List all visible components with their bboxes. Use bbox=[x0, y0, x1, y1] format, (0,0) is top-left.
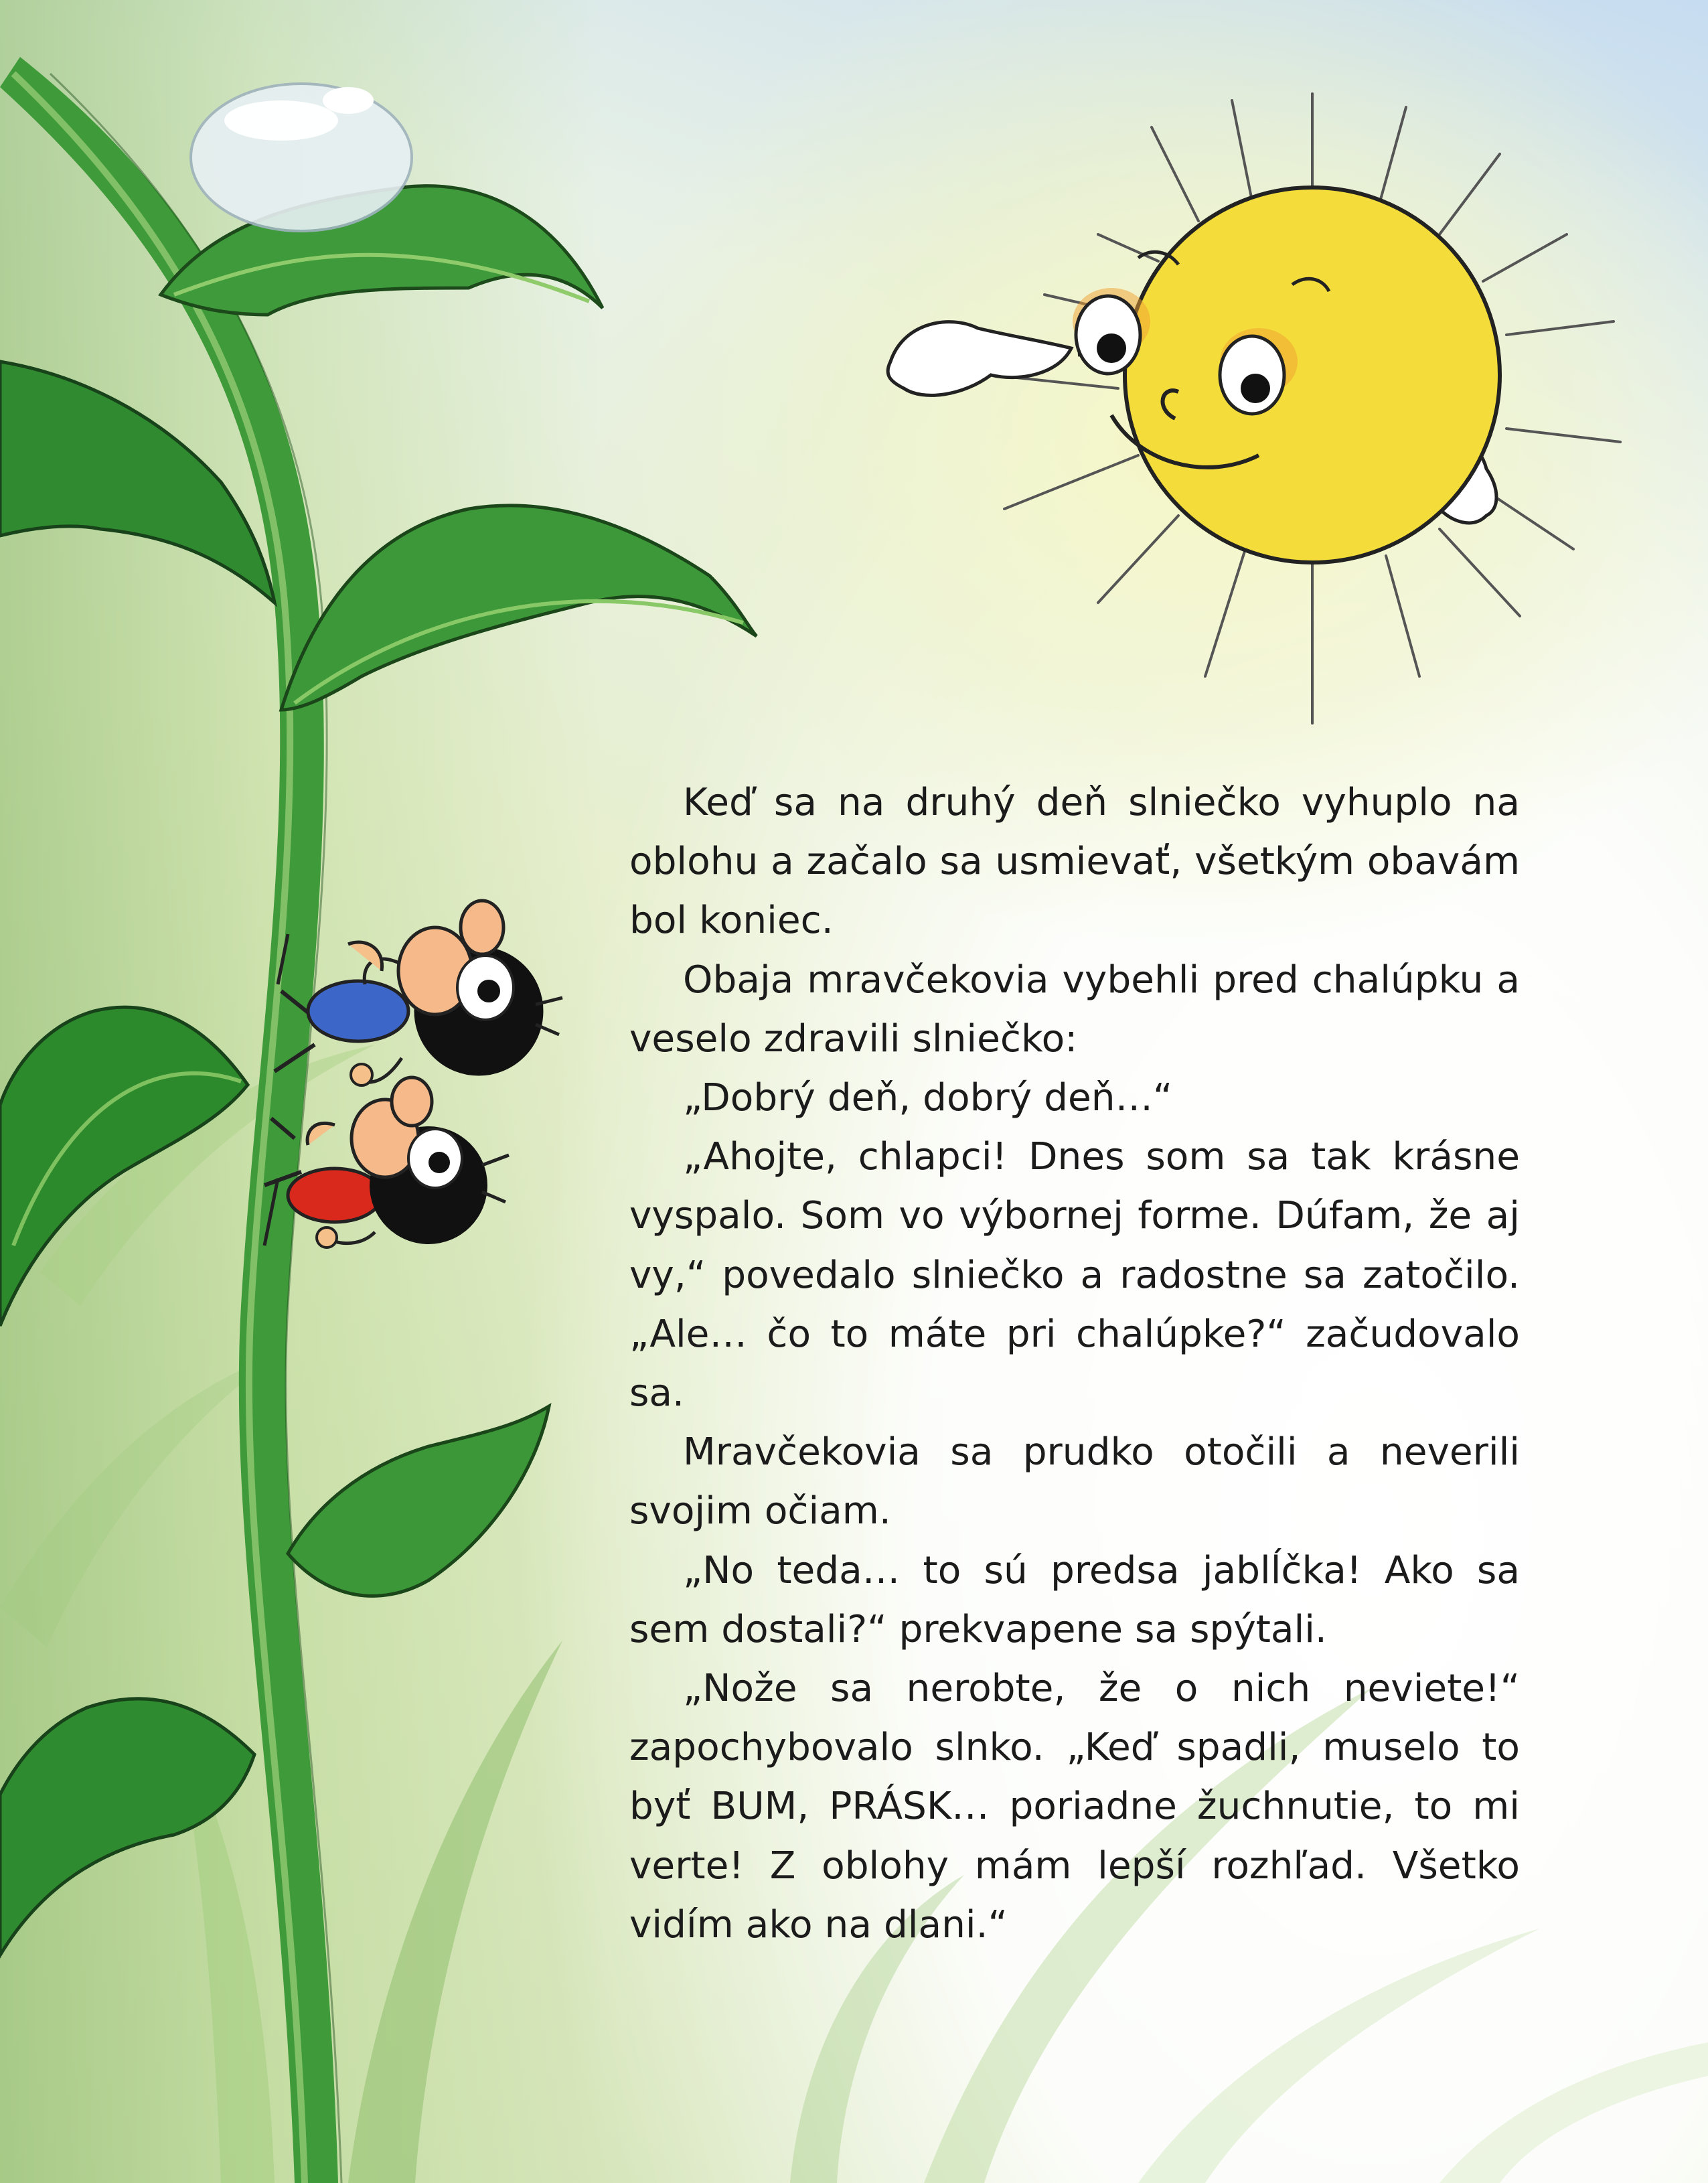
paragraph-4: „Ahojte, chlapci! Dnes som sa tak krásne vyspalo. Som vo výbornej forme. Dúfam, že aj vy,“ povedalo slniečko a radostne sa zatočilo. „Ale… čo to máte pri chalúpke?“ začudovalo sa. bbox=[629, 1135, 1520, 1416]
paragraph-2: Obaja mravčekovia vybehli pred chalúpku a veselo zdravili slniečko: bbox=[629, 958, 1520, 1061]
paragraph-7: „Nože sa nerobte, že o nich neviete!“ zapochybovalo slnko. „Keď spadli, muselo to byť BUM, PRÁSK… poriadne žuchnutie, to mi verte! Z oblohy mám lepší rozhľad. Všetko vidím ako na dlani.“ bbox=[629, 1667, 1520, 1947]
story-text bbox=[629, 773, 1520, 1955]
paragraph-5: Mravčekovia sa prudko otočili a neverili svojim očiam. bbox=[629, 1430, 1520, 1533]
ant-blue bbox=[275, 901, 562, 1085]
paragraph-1: Keď sa na druhý deň slniečko vyhuplo na oblohu a začalo sa usmievať, všetkým obavám bol koniec. bbox=[629, 781, 1520, 943]
ant-red bbox=[264, 1077, 509, 1248]
paragraph-6: „No teda… to sú predsa jablĺčka! Ako sa sem dostali?“ prekvapene sa spýtali. bbox=[629, 1548, 1520, 1651]
paragraph-3: „Dobrý deň, dobrý deň…“ bbox=[683, 1076, 1173, 1120]
